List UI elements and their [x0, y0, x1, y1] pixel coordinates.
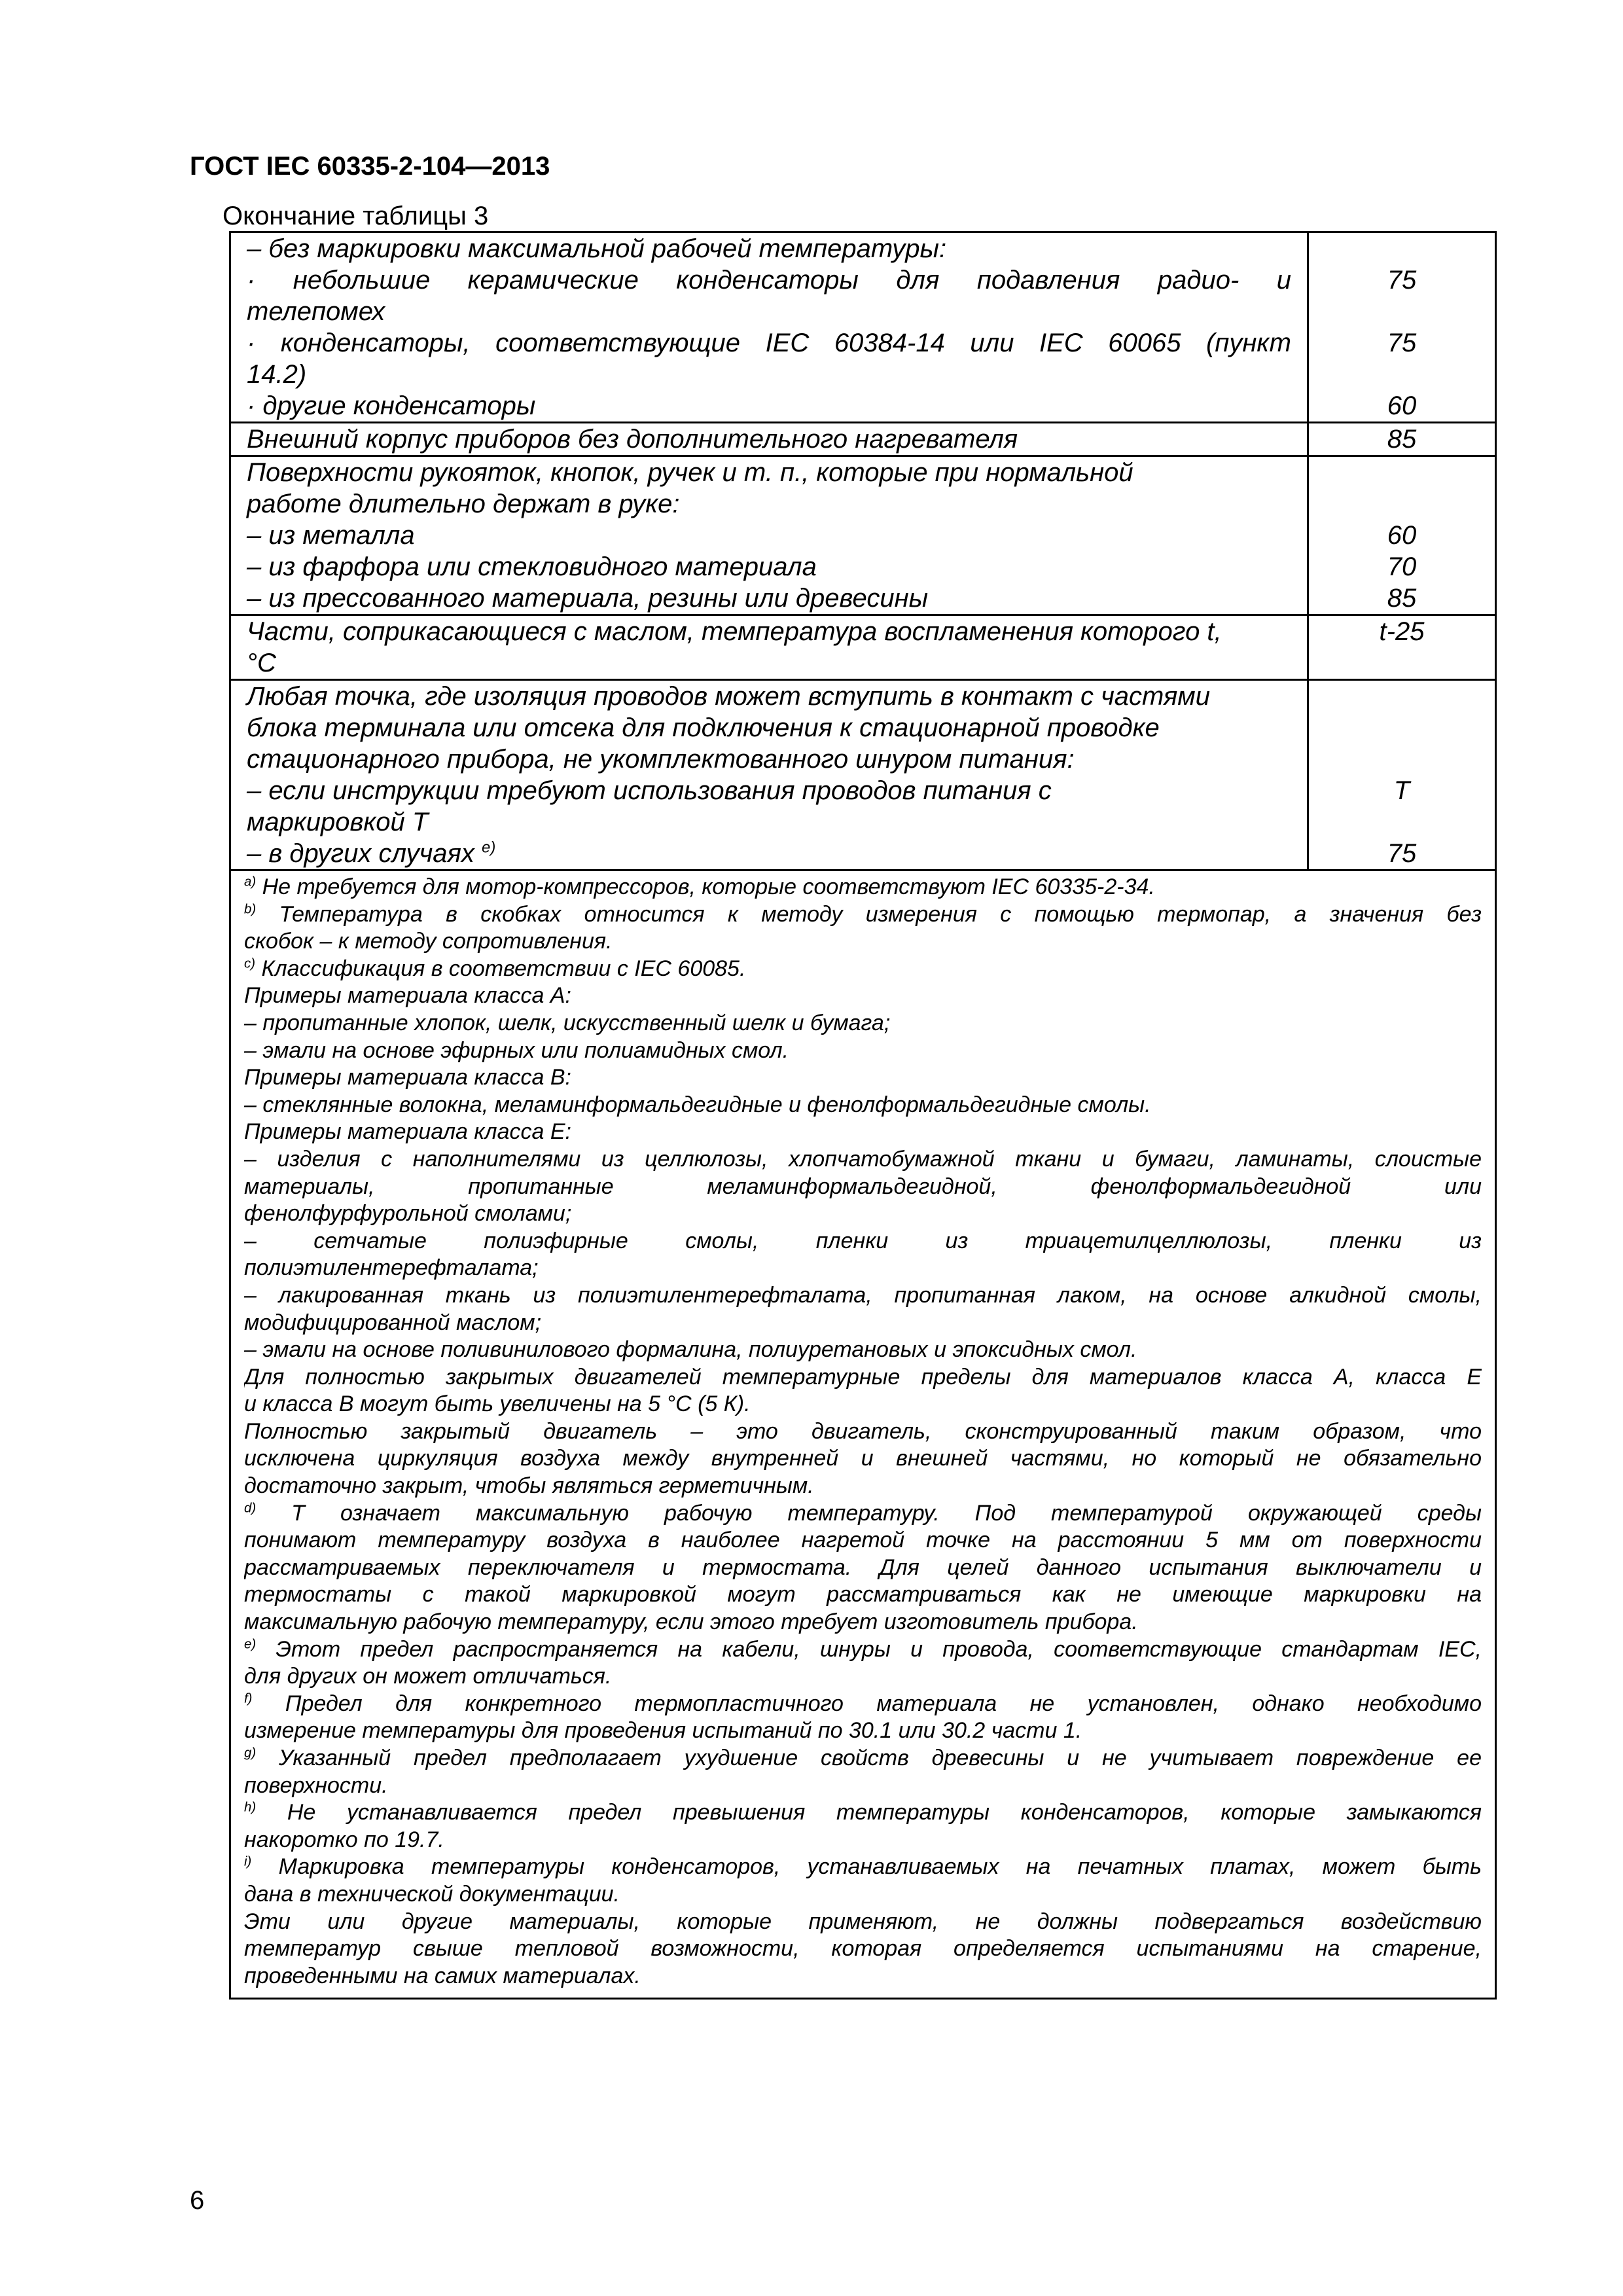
footnote-line: $^{h)}$ Не устанавливается предел превышения температуры конденсаторов, которые замыкаются	[244, 1800, 1482, 1825]
table-row	[230, 680, 1496, 870]
footnote-line: – эмали на основе эфирных или полиамидных смол.	[244, 1037, 789, 1063]
document-header: ГОСТ IEC 60335-2-104—2013	[190, 152, 550, 181]
row-description-cell	[230, 456, 1308, 615]
description-line: Части, соприкасающиеся с маслом, температура воспламенения которого t,	[247, 617, 1222, 646]
temperature-value: 85	[1387, 584, 1417, 613]
temperature-value: T	[1393, 776, 1410, 805]
description-line: маркировкой Т	[247, 808, 429, 836]
description-line: · конденсаторы, соответствующие IEC 60384-14 или IEC 60065 (пункт	[247, 329, 1291, 357]
description-line: стационарного прибора, не укомплектованного шнуром питания:	[247, 745, 1075, 774]
temperature-value	[1309, 457, 1495, 488]
footnote-marker: c)	[244, 956, 255, 971]
footnote-line: термостаты с такой маркировкой могут рассматриваться как не имеющие маркировки на	[244, 1582, 1482, 1607]
temperature-value: 85	[1387, 425, 1417, 454]
temperature-value: t-25	[1379, 617, 1425, 646]
description-line: °C	[247, 649, 276, 677]
footnote-reference: e)	[482, 838, 496, 857]
footnote-line: Примеры материала класса Е:	[244, 1119, 571, 1145]
footnote-marker: e)	[244, 1637, 257, 1652]
footnote-line: $^{d)}$ Т означает максимальную рабочую температуру. Под температурой окружающей среды	[244, 1500, 1482, 1526]
footnote-line: $^{b)}$ Температура в скобках относится к методу измерения с помощью термопар, а значения без	[244, 901, 1482, 927]
description-line: Внешний корпус приборов без дополнительного нагревателя	[247, 425, 1018, 454]
temperature-value: 75	[1387, 266, 1417, 295]
description-line: – если инструкции требуют использования проводов питания с	[247, 776, 1052, 805]
footnote-marker: h)	[244, 1800, 257, 1815]
footnote-line: и класса В могут быть увеличены на 5 °С (5 К).	[244, 1391, 751, 1417]
description-line: · другие конденсаторы	[247, 391, 536, 420]
temperature-value	[1309, 681, 1495, 712]
footnote-line: Эти или другие материалы, которые применяют, не должны подвергаться воздействию	[244, 1909, 1482, 1934]
temperature-value	[1309, 296, 1495, 327]
description-line: – без маркировки максимальной рабочей температуры:	[247, 234, 947, 263]
footnote-line: Примеры материала класса А:	[244, 983, 571, 1009]
footnote-line: $^{i)}$ Маркировка температуры конденсаторов, устанавливаемых на печатных платах, может быть	[244, 1854, 1482, 1880]
row-value-cell	[1308, 423, 1496, 456]
footnote-line: $^{g)}$ Указанный предел предполагает ухудшение свойств древесины и не учитывает повреждение ее	[244, 1746, 1482, 1770]
footnote-line: температур свыше тепловой возможности, которая определяется испытаниями на старение,	[244, 1936, 1482, 1962]
footnote-marker: f)	[244, 1691, 253, 1706]
table-row	[230, 456, 1496, 615]
footnote-line: Примеры материала класса В:	[244, 1065, 571, 1090]
table-row	[230, 423, 1496, 456]
description-line: телепомех	[247, 297, 385, 326]
footnotes-row	[230, 870, 1496, 1999]
temperature-value	[1309, 744, 1495, 775]
footnote-line: проведенными на самих материалах.	[244, 1963, 641, 1988]
footnote-line: понимают температуру воздуха в наиболее нагретой точке на расстоянии 5 мм от поверхности	[244, 1528, 1482, 1553]
footnote-line: модифицированной маслом;	[244, 1310, 542, 1335]
footnote-marker: a)	[244, 874, 257, 889]
table-row	[230, 615, 1496, 680]
description-line: · небольшие керамические конденсаторы для подавления радио- и	[247, 266, 1291, 295]
description-line: блока терминала или отсека для подключения к стационарной проводке	[247, 713, 1160, 742]
page-number: 6	[190, 2186, 205, 2215]
row-description-cell	[230, 615, 1308, 680]
footnote-line: – пропитанные хлопок, шелк, искусственный шелк и бумага;	[244, 1010, 891, 1035]
temperature-value: 75	[1387, 839, 1417, 868]
temperature-value: 70	[1387, 552, 1417, 581]
temperature-value	[1309, 712, 1495, 744]
footnote-marker: d)	[244, 1501, 257, 1516]
footnote-line: – сетчатые полиэфирные смолы, пленки из триацетилцеллюлозы, пленки из	[244, 1228, 1482, 1253]
temperature-value	[1309, 806, 1495, 838]
footnote-marker: b)	[244, 902, 257, 917]
footnote-line: достаточно закрыт, чтобы являться герметичным.	[244, 1473, 814, 1499]
temperature-value	[1309, 233, 1495, 264]
temperature-value	[1309, 488, 1495, 520]
footnote-line: скобок – к методу сопротивления.	[244, 929, 613, 954]
footnote-line: накоротко по 19.7.	[244, 1827, 444, 1852]
footnote-line: Для полностью закрытых двигателей температурные пределы для материалов класса А, класса Е	[244, 1364, 1482, 1390]
footnote-line: фенолфурфурольной смолами;	[244, 1201, 572, 1227]
temperature-value	[1309, 359, 1495, 390]
footnote-line: $^{a)}$ Не требуется для мотор-компрессоров, которые соответствуют IEC 60335-2-34.	[244, 874, 1155, 899]
footnotes-cell	[230, 870, 1496, 1999]
description-line: Поверхности рукояток, кнопок, ручек и т. п., которые при нормальной	[247, 458, 1133, 487]
table-body	[230, 232, 1496, 870]
footnote-line: $^{f)}$ Предел для конкретного термопластичного материала не установлен, однако необходимо	[244, 1691, 1482, 1716]
temperature-value: 75	[1387, 329, 1417, 357]
footnote-marker: i)	[244, 1855, 252, 1870]
row-description-cell	[230, 680, 1308, 870]
footnote-line: – эмали на основе поливинилового формалина, полиуретановых и эпоксидных смол.	[244, 1337, 1137, 1363]
footnote-line: рассматриваемых переключателя и термостата. Для целей данного испытания выключатели и	[244, 1554, 1482, 1580]
footnote-line: исключена циркуляция воздуха между внутренней и внешней частями, но который не обязательно	[244, 1446, 1482, 1471]
description-line: – из прессованного материала, резины или древесины	[247, 584, 929, 613]
footnote-line: $^{e)}$ Этот предел распространяется на кабели, шнуры и провода, соответствующие стандартам IEC,	[244, 1636, 1482, 1662]
description-line: Любая точка, где изоляция проводов может вступить в контакт с частями	[247, 682, 1210, 711]
footnote-line: полиэтилентерефталата;	[244, 1255, 539, 1281]
footnote-line: измерение температуры для проведения испытаний по 30.1 или 30.2 части 1.	[244, 1718, 1082, 1744]
row-value-cell	[1308, 680, 1496, 870]
footnote-line: – изделия с наполнителями из целлюлозы, хлопчатобумажной ткани и бумаги, ламинаты, слоистые	[244, 1146, 1482, 1172]
row-description-cell	[230, 423, 1308, 456]
footnote-line: $^{c)}$ Классификация в соответствии с IEC 60085.	[244, 956, 746, 981]
footnote-line: материалы, пропитанные меламинформальдегидной, фенолформальдегидной или	[244, 1174, 1482, 1199]
description-line: – из металла	[247, 521, 415, 550]
footnote-line: – стеклянные волокна, меламинформальдегидные и фенолформальдегидные смолы.	[244, 1092, 1151, 1117]
temperature-value: 60	[1387, 521, 1417, 550]
footnote-marker: g)	[244, 1746, 257, 1761]
temperature-limits-table	[229, 231, 1497, 2000]
description-line: – из фарфора или стекловидного материала	[247, 552, 817, 581]
table-row	[230, 232, 1496, 423]
temperature-value: 60	[1387, 391, 1417, 420]
footnote-line: Полностью закрытый двигатель – это двигатель, сконструированный таким образом, что	[244, 1418, 1482, 1444]
description-line: работе длительно держат в руке:	[247, 490, 680, 518]
description-line: – в других случаях $^{e)}$	[247, 838, 496, 868]
temperature-value	[1309, 647, 1495, 679]
description-line: 14.2)	[247, 360, 307, 389]
row-value-cell	[1308, 456, 1496, 615]
row-description-cell	[230, 232, 1308, 423]
footnote-line: для других он может отличаться.	[244, 1664, 612, 1689]
table-caption: Окончание таблицы 3	[223, 202, 489, 230]
footnote-line: дана в технической документации.	[244, 1881, 620, 1907]
footnote-line: – лакированная ткань из полиэтилентерефталата, пропитанная лаком, на основе алкидной смолы,	[244, 1282, 1482, 1308]
footnote-line: максимальную рабочую температуру, если этого требует изготовитель прибора.	[244, 1609, 1138, 1635]
footnote-line: поверхности.	[244, 1772, 388, 1798]
row-value-cell	[1308, 615, 1496, 680]
row-value-cell	[1308, 232, 1496, 423]
